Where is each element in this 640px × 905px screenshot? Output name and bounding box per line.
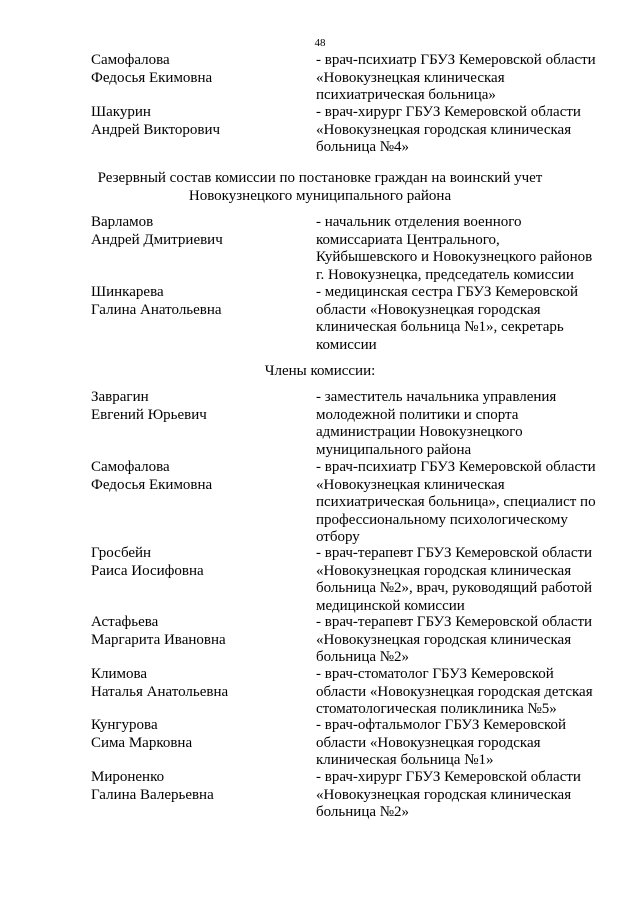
member-position: - врач-хирург ГБУЗ Кемеровской области «Новокузнецкая городская клиническая больница №4» — [316, 104, 581, 155]
member-name: Астафьева Маргарита Ивановна — [91, 614, 226, 648]
member-position: - врач-офтальмолог ГБУЗ Кемеровской области «Новокузнецкая городская клиническая больница №1» — [316, 717, 567, 768]
member-position: - врач-стоматолог ГБУЗ Кемеровской области «Новокузнецкая городская детская стоматологическая поликлиника №5» — [316, 666, 593, 717]
member-name: Кунгурова Сима Марковна — [91, 717, 193, 751]
member-name: Шакурин Андрей Викторович — [91, 104, 221, 138]
member-position: - медицинская сестра ГБУЗ Кемеровской области «Новокузнецкая городская клиническая больница №1», секретарь комиссии — [316, 284, 579, 353]
page-number: 48 — [314, 37, 326, 49]
member-position: - врач-хирург ГБУЗ Кемеровской области «Новокузнецкая городская клиническая больница №2» — [316, 769, 581, 820]
member-name: Климова Наталья Анатольевна — [91, 666, 229, 700]
members-heading: Члены комиссии: — [264, 363, 376, 379]
member-name: Самофалова Федосья Екимовна — [91, 52, 213, 86]
member-position: - врач-терапевт ГБУЗ Кемеровской области «Новокузнецкая городская клиническая больница №2» — [316, 614, 593, 665]
reserve-heading: Резервный состав комиссии по постановке граждан на воинский учет Новокузнецкого муниципального района — [97, 170, 543, 204]
member-name: Гросбейн Раиса Иосифовна — [91, 545, 204, 579]
member-name: Шинкарева Галина Анатольевна — [91, 284, 222, 318]
member-position: - врач-психиатр ГБУЗ Кемеровской области «Новокузнецкая клиническая психиатрическая больница», специалист по профессиональному психологическому отбору — [316, 459, 596, 545]
member-position: - начальник отделения военного комиссариата Центрального, Куйбышевского и Новокузнецкого районов г. Новокузнецка, председатель комиссии — [316, 214, 593, 283]
member-name: Мироненко Галина Валерьевна — [91, 769, 214, 803]
member-name: Самофалова Федосья Екимовна — [91, 459, 213, 493]
member-name: Варламов Андрей Дмитриевич — [91, 214, 223, 248]
member-position: - врач-терапевт ГБУЗ Кемеровской области «Новокузнецкая городская клиническая больница №2», врач, руководящий работой медицинской комиссии — [316, 545, 593, 614]
member-name: Заврагин Евгений Юрьевич — [91, 389, 207, 423]
member-position: - заместитель начальника управления молодежной политики и спорта администрации Новокузнецкого муниципального района — [316, 389, 557, 458]
member-position: - врач-психиатр ГБУЗ Кемеровской области «Новокузнецкая клиническая психиатрическая больница» — [316, 52, 596, 103]
